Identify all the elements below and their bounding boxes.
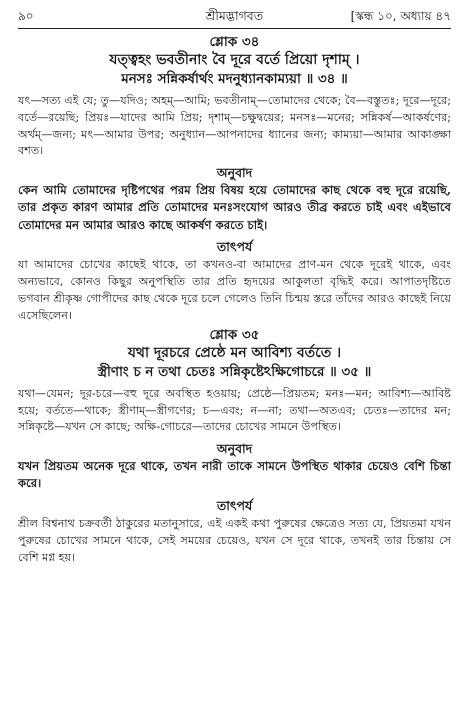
verse-35-line-1: যথা দূরচরে প্রেষ্ঠে মন আবিশ্য বর্ততে ।: [127, 344, 342, 361]
verse-34-line-1: যত্ত্বহং ভবতীনাং বৈ দূরে বর্তে প্রিয়ো দৃশাম্ ।: [109, 52, 360, 68]
verse-35-purport: শ্রীল বিশ্বনাথ চক্রবর্তী ঠাকুরের মতানুসারে, এই একই কথা পুরুষের ক্ষেত্রেও সত্য যে, প্রিয়তমা যখন পুরুষের চোখের সামনে থাকে, সেই সময়ের চেয়েও, যখন সে দূরে থাকে, তখনই তার চিন্তায় সে বেশি মগ্ন হয়।: [18, 516, 451, 564]
verse-34-translation: কেন আমি তোমাদের দৃষ্টিপথের পরম প্রিয় বিষয় হয়ে তোমাদের কাছ থেকে বহু দূরে রয়েছি, তার প্রকৃত কারণ আমার প্রতি তোমাদের মনঃসংযোগ আরও তীব্র করতে চাই এবং এইভাবে তোমাদের মন আমার আরও কাছে আকর্ষণ করতে চাই।: [18, 183, 451, 232]
verse-34-purport-heading: তাৎপর্য: [216, 238, 253, 254]
chapter-reference: [স্কন্ধ ১০, অধ্যায় ৪৭: [350, 9, 451, 23]
verse-35-section: [18, 326, 451, 566]
verse-35-purport-heading: তাৎপর্য: [216, 497, 253, 513]
verse-34-section: [18, 33, 451, 324]
verse-34-purport: যা আমাদের চোখের কাছেই থাকে, তা কখনও-বা আমাদের প্রাণ-মন থেকে দূরেই থাকে, এবং অন্যভাবে, কোনও কিছুর অনুপস্থিতি তার প্রতি হৃদয়ের আকুলতা বৃদ্ধিই করে। আপাতদৃষ্টিতে ভগবান শ্রীকৃষ্ণ গোপীদের কাছ থেকে দূরে চলে গেলেও তিনি চিন্ময় স্তরে তাঁদের আরও কাছেই নিয়ে এসেছিলেন।: [18, 257, 451, 322]
page-header: [18, 6, 451, 28]
verse-34-number: শ্লোক ৩৪: [209, 34, 260, 50]
verse-35-translation: যখন প্রিয়তম অনেক দূরে থাকে, তখন নারী তাকে সামনে উপস্থিত থাকার চেয়েও বেশি চিন্তা করে।: [18, 459, 451, 491]
book-title: শ্রীমদ্ভাগবত: [205, 8, 264, 23]
verse-35-synonyms: যথা—যেমন; দূর-চরে—বহু দূরে অবস্থিত হওয়ায়; প্রেষ্ঠে—প্রিয়তম; মনঃ—মন; আবিশ্য—আবিষ্ট হয়ে; বর্ততে—থাকে; স্ত্রীণাম্—স্ত্রীগণের; চ—এবং; ন—না; তথা—অতএব; চেতঃ—তাদের মন; সন্নিকৃষ্টে—যখন সে কাছে; অক্ষি-গোচরে—তাদের চোখের সামনে উপস্থিত।: [18, 386, 451, 434]
verse-34-line-2: মনসঃ সন্নিকর্ষার্থং মদনুধ্যানকাম্যয়া ॥ ৩৪ ॥: [121, 71, 348, 87]
verse-34-translation-heading: অনুবাদ: [216, 165, 253, 181]
header-rule: [18, 28, 451, 29]
verse-35-number: শ্লোক ৩৫: [209, 326, 260, 343]
page-number: ৯০: [18, 9, 34, 23]
verse-35-translation-heading: অনুবাদ: [216, 441, 253, 457]
verse-34-synonyms: যৎ—সত্য এই যে; তু—যদিও; অহম্—আমি; ভবতীনাম্—তোমাদের থেকে; বৈ—বস্তুতঃ; দূরে—দূরে; বর্তে—রয়েছি; প্রিয়ঃ—যাদের আমি প্রিয়; দৃশাম্—চক্ষুদ্বয়ের; মনসঃ—মনের; সন্নিকর্ষ—আকর্ষণের; অর্থম্—জন্য; মৎ—আমার উপর; অনুধ্যান—আপনাদের ধ্যানের জন্য; কাম্যয়া—আমার আকাঙ্ক্ষা বশত।: [18, 94, 451, 158]
verse-35-line-2: স্ত্রীণাং চ ন তথা চেতঃ সন্নিকৃষ্টেঽক্ষিগোচরে ॥ ৩৫ ॥: [97, 363, 372, 380]
